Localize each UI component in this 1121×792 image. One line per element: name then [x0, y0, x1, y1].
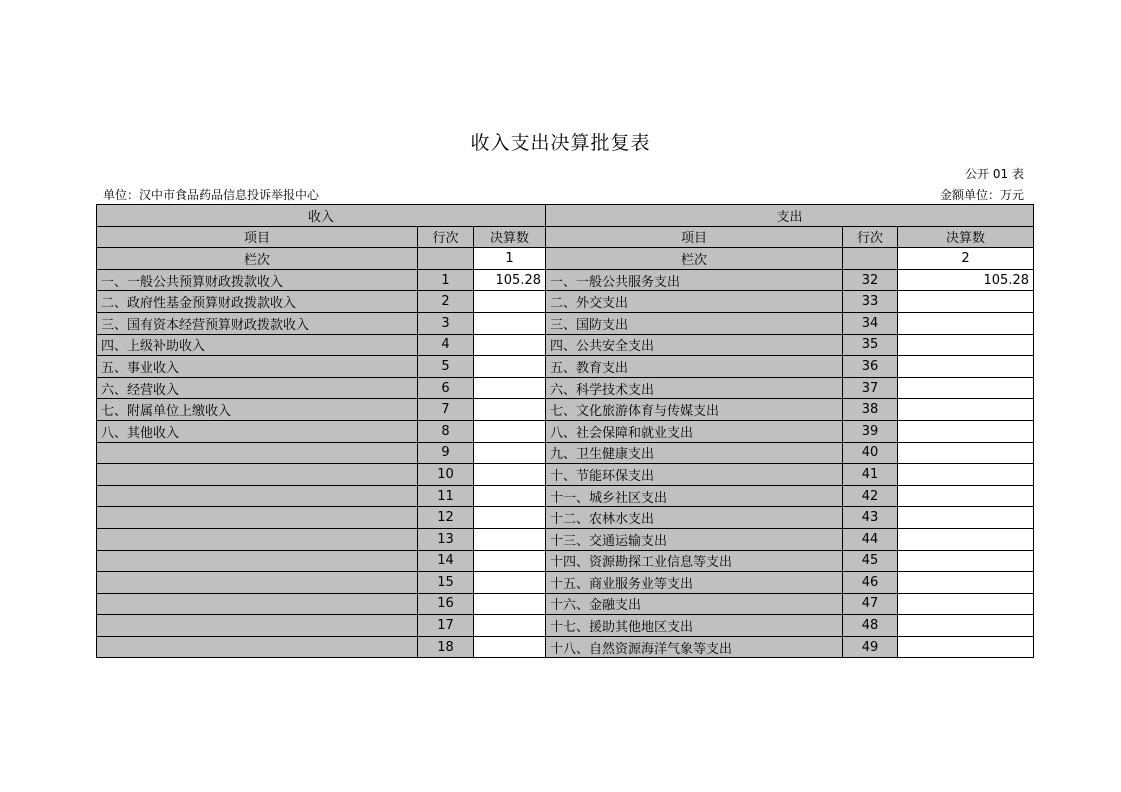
income-item-cell: [97, 550, 418, 572]
expense-amount-cell: [898, 593, 1034, 615]
income-item-cell: [97, 507, 418, 529]
expense-amount-cell: [898, 528, 1034, 550]
expense-item-cell: 五、教育支出: [546, 356, 843, 378]
header-row-columns: [97, 226, 1034, 248]
expense-amount-cell: [898, 377, 1034, 399]
expense-item-cell: 十三、交通运输支出: [546, 528, 843, 550]
expense-amount-cell: [898, 464, 1034, 486]
income-item-cell: 一、一般公共预算财政拨款收入: [97, 269, 418, 291]
expense-row-no-cell: 36: [843, 356, 898, 378]
income-amount-cell: [474, 399, 546, 421]
income-row-no-cell: 17: [418, 615, 474, 637]
income-row-no-cell: 3: [418, 312, 474, 334]
income-row-no-cell: 1: [418, 269, 474, 291]
expense-column-label: 栏次: [546, 248, 843, 270]
expense-item-cell: 十七、援助其他地区支出: [546, 615, 843, 637]
income-column-label: 栏次: [97, 248, 418, 270]
expense-item-cell: 八、社会保障和就业支出: [546, 420, 843, 442]
expense-column-blank: [843, 248, 898, 270]
income-row-no-cell: 7: [418, 399, 474, 421]
expense-item-cell: 十六、金融支出: [546, 593, 843, 615]
expense-item-cell: 七、文化旅游体育与传媒支出: [546, 399, 843, 421]
expense-amount-cell: [898, 291, 1034, 313]
page-title: 收入支出决算批复表: [470, 132, 651, 154]
expense-row-no-cell: 35: [843, 334, 898, 356]
income-item-cell: 三、国有资本经营预算财政拨款收入: [97, 312, 418, 334]
table-row: [97, 377, 1034, 399]
income-amount-cell: [474, 312, 546, 334]
table-row: [97, 572, 1034, 594]
income-expense-table: [96, 204, 1034, 658]
income-row-no-cell: 5: [418, 356, 474, 378]
income-amount-cell: [474, 334, 546, 356]
table-row: [97, 485, 1034, 507]
income-amount-cell: [474, 528, 546, 550]
income-row-no-cell: 13: [418, 528, 474, 550]
income-amount-cell: [474, 572, 546, 594]
income-item-cell: 二、政府性基金预算财政拨款收入: [97, 291, 418, 313]
income-row-no-cell: 15: [418, 572, 474, 594]
income-column-blank: [418, 248, 474, 270]
income-amount-cell: [474, 464, 546, 486]
income-item-cell: [97, 636, 418, 658]
expense-item-cell: 十八、自然资源海洋气象等支出: [546, 636, 843, 658]
income-item-cell: [97, 528, 418, 550]
expense-row-no-cell: 49: [843, 636, 898, 658]
income-item-cell: [97, 464, 418, 486]
table-row: [97, 636, 1034, 658]
income-item-cell: 六、经营收入: [97, 377, 418, 399]
table-row: [97, 399, 1034, 421]
table-row: [97, 269, 1034, 291]
expense-amount-cell: [898, 312, 1034, 334]
table-row: [97, 464, 1034, 486]
expense-amount-cell: [898, 399, 1034, 421]
income-item-cell: [97, 572, 418, 594]
expense-row-no-cell: 32: [843, 269, 898, 291]
expense-item-cell: 六、科学技术支出: [546, 377, 843, 399]
header-row-column-index: [97, 248, 1034, 270]
income-row-no-cell: 16: [418, 593, 474, 615]
expense-item-cell: 十五、商业服务业等支出: [546, 572, 843, 594]
expense-item-cell: 三、国防支出: [546, 312, 843, 334]
income-row-no-cell: 9: [418, 442, 474, 464]
income-amount-cell: [474, 291, 546, 313]
amount-unit-label: 金额单位：万元: [939, 188, 1024, 202]
expense-amount-cell: [898, 507, 1034, 529]
expense-item-cell: 十四、资源勘探工业信息等支出: [546, 550, 843, 572]
income-section-header: 收入: [97, 205, 546, 227]
expense-row-no-cell: 48: [843, 615, 898, 637]
expense-row-no-cell: 40: [843, 442, 898, 464]
income-amount-cell: [474, 377, 546, 399]
table-row: [97, 550, 1034, 572]
expense-row-no-cell: 42: [843, 485, 898, 507]
expense-row-no-header: 行次: [843, 226, 898, 248]
table-row: [97, 420, 1034, 442]
income-item-cell: 四、上级补助收入: [97, 334, 418, 356]
income-item-cell: [97, 615, 418, 637]
expense-item-cell: 二、外交支出: [546, 291, 843, 313]
income-amount-cell: [474, 356, 546, 378]
table-row: [97, 593, 1034, 615]
expense-amount-header: 决算数: [898, 226, 1034, 248]
expense-amount-cell: [898, 615, 1034, 637]
income-amount-cell: [474, 485, 546, 507]
income-item-header: 项目: [97, 226, 418, 248]
income-amount-cell: [474, 550, 546, 572]
expense-item-cell: 四、公共安全支出: [546, 334, 843, 356]
expense-item-header: 项目: [546, 226, 843, 248]
income-row-no-cell: 10: [418, 464, 474, 486]
expense-amount-cell: [898, 442, 1034, 464]
form-number: 公开 01 表: [965, 167, 1024, 181]
expense-item-cell: 十二、农林水支出: [546, 507, 843, 529]
income-amount-cell: [474, 420, 546, 442]
table-row: [97, 334, 1034, 356]
header-row-sections: [97, 205, 1034, 227]
income-row-no-cell: 18: [418, 636, 474, 658]
table-row: [97, 312, 1034, 334]
income-row-no-cell: 6: [418, 377, 474, 399]
expense-item-cell: 九、卫生健康支出: [546, 442, 843, 464]
expense-amount-cell: [898, 485, 1034, 507]
table-row: [97, 528, 1034, 550]
income-row-no-cell: 12: [418, 507, 474, 529]
unit-label: 单位：汉中市食品药品信息投诉举报中心: [103, 188, 320, 202]
expense-row-no-cell: 37: [843, 377, 898, 399]
table-row: [97, 507, 1034, 529]
income-amount-cell: 105.28: [474, 269, 546, 291]
expense-row-no-cell: 39: [843, 420, 898, 442]
expense-amount-cell: [898, 572, 1034, 594]
income-amount-cell: [474, 593, 546, 615]
expense-row-no-cell: 41: [843, 464, 898, 486]
expense-item-cell: 十一、城乡社区支出: [546, 485, 843, 507]
table-row: [97, 442, 1034, 464]
income-item-cell: [97, 485, 418, 507]
expense-row-no-cell: 43: [843, 507, 898, 529]
income-item-cell: [97, 442, 418, 464]
table-row: [97, 615, 1034, 637]
expense-row-no-cell: 45: [843, 550, 898, 572]
expense-row-no-cell: 46: [843, 572, 898, 594]
expense-amount-cell: [898, 550, 1034, 572]
expense-item-cell: 一、一般公共服务支出: [546, 269, 843, 291]
expense-amount-cell: [898, 356, 1034, 378]
income-row-no-cell: 4: [418, 334, 474, 356]
income-item-cell: 七、附属单位上缴收入: [97, 399, 418, 421]
expense-section-header: 支出: [546, 205, 1034, 227]
expense-row-no-cell: 33: [843, 291, 898, 313]
income-row-no-cell: 11: [418, 485, 474, 507]
table-row: [97, 291, 1034, 313]
expense-amount-cell: [898, 334, 1034, 356]
expense-amount-cell: [898, 420, 1034, 442]
income-row-no-cell: 2: [418, 291, 474, 313]
income-column-index: 1: [474, 248, 546, 270]
expense-amount-cell: [898, 636, 1034, 658]
expense-row-no-cell: 44: [843, 528, 898, 550]
income-item-cell: 八、其他收入: [97, 420, 418, 442]
expense-row-no-cell: 34: [843, 312, 898, 334]
income-amount-header: 决算数: [474, 226, 546, 248]
expense-item-cell: 十、节能环保支出: [546, 464, 843, 486]
income-amount-cell: [474, 507, 546, 529]
income-row-no-cell: 8: [418, 420, 474, 442]
income-amount-cell: [474, 442, 546, 464]
table-row: [97, 356, 1034, 378]
income-row-no-header: 行次: [418, 226, 474, 248]
expense-column-index: 2: [898, 248, 1034, 270]
expense-amount-cell: 105.28: [898, 269, 1034, 291]
expense-row-no-cell: 47: [843, 593, 898, 615]
income-row-no-cell: 14: [418, 550, 474, 572]
expense-row-no-cell: 38: [843, 399, 898, 421]
income-amount-cell: [474, 615, 546, 637]
income-amount-cell: [474, 636, 546, 658]
income-item-cell: [97, 593, 418, 615]
income-item-cell: 五、事业收入: [97, 356, 418, 378]
